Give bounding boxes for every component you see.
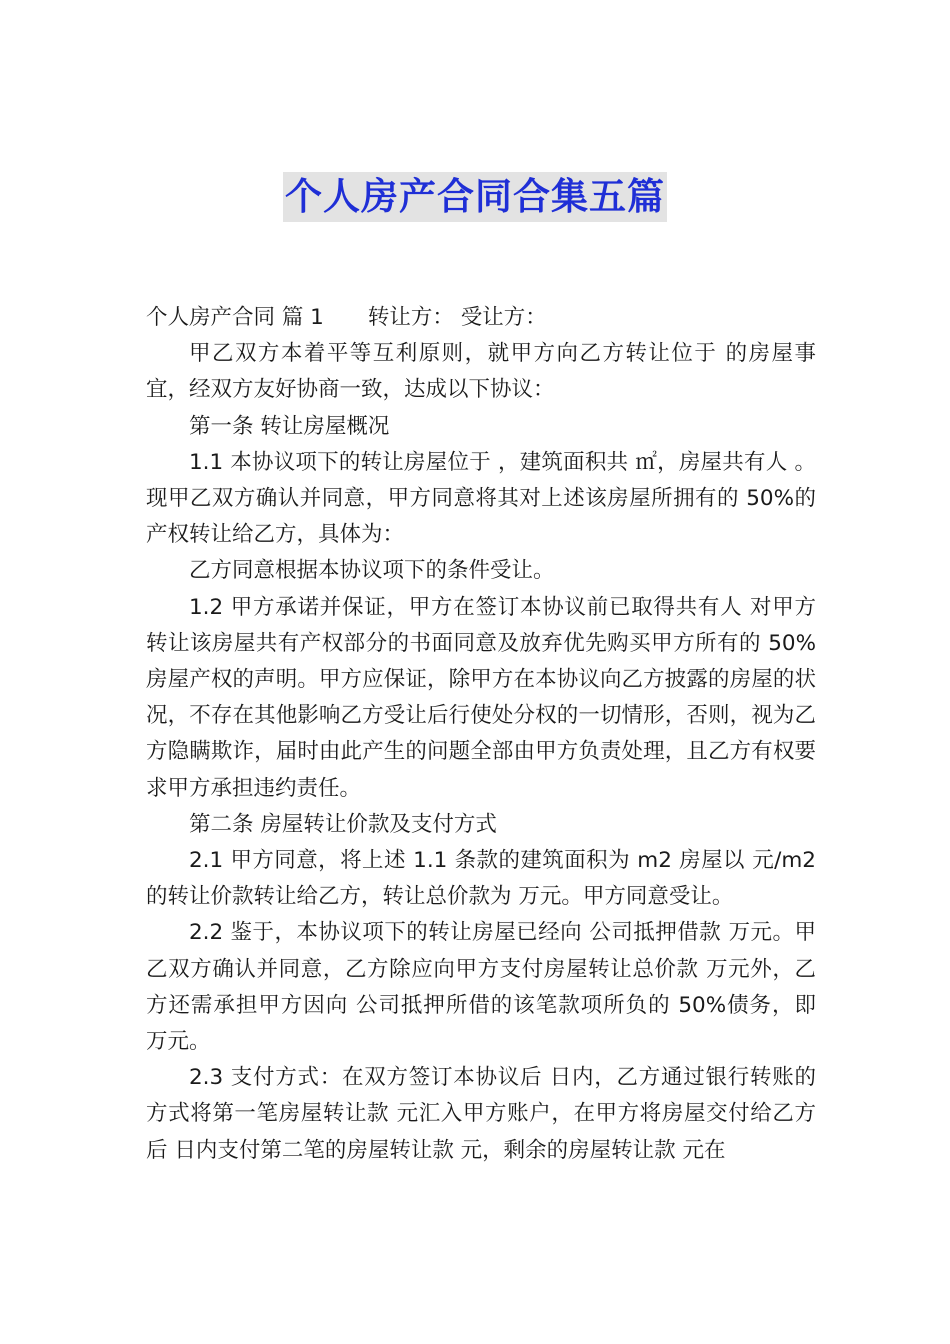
paragraph: 乙方同意根据本协议项下的条件受让。 <box>189 558 555 584</box>
transferee-label: 受让方： <box>460 305 547 330</box>
paragraph: 甲乙双方本着平等互利原则，就甲方向乙方转让位于 的房屋事宜，经双方友好协商一致，达成以下协议： <box>146 341 816 403</box>
article-heading: 第一条 转让房屋概况 <box>189 413 390 439</box>
paragraph: 2.3 支付方式：在双方签订本协议后 日内，乙方通过银行转账的方式将第一笔房屋转让款 元汇入甲方账户，在甲方将房屋交付给乙方后 日内支付第二笔的房屋转让款 元，剩余的房屋转让款 元在 <box>146 1065 816 1163</box>
contract-header-line <box>146 300 816 336</box>
title-container <box>0 172 950 222</box>
document-body <box>146 300 816 1169</box>
transferor-label: 转让方： <box>367 305 454 330</box>
paragraph: 2.1 甲方同意，将上述 1.1 条款的建筑面积为 m2 房屋以 元/m2 的转让价款转让给乙方，转让总价款为 万元。甲方同意受让。 <box>146 848 816 910</box>
contract-label: 个人房产合同 篇 1 <box>146 305 324 330</box>
paragraph: 2.2 鉴于，本协议项下的转让房屋已经向 公司抵押借款 万元。甲乙双方确认并同意，乙方除应向甲方支付房屋转让总价款 万元外，乙方还需承担甲方因向 公司抵押所借的该笔款项所负的 50%债务，即 万元。 <box>146 920 816 1055</box>
document-title: 个人房产合同合集五篇 <box>283 172 667 222</box>
article-heading: 第二条 房屋转让价款及支付方式 <box>189 811 497 837</box>
paragraph: 1.1 本协议项下的转让房屋位于 ，建筑面积共 ㎡，房屋共有人 。现甲乙双方确认并同意，甲方同意将其对上述该房屋所拥有的 50%的产权转让给乙方，具体为： <box>146 449 816 548</box>
paragraph: 1.2 甲方承诺并保证，甲方在签订本协议前已取得共有人 对甲方转让该房屋共有产权部分的书面同意及放弃优先购买甲方所有的 50%房屋产权的声明。甲方应保证，除甲方在本协议向乙方披露的房屋的状况，不存在其他影响乙方受让后行使处分权的一切情形，否则，视为乙方隐瞒欺诈，届时由此产生的问题全部由甲方负责处理，且乙方有权要求甲方承担违约责任。 <box>146 594 816 801</box>
